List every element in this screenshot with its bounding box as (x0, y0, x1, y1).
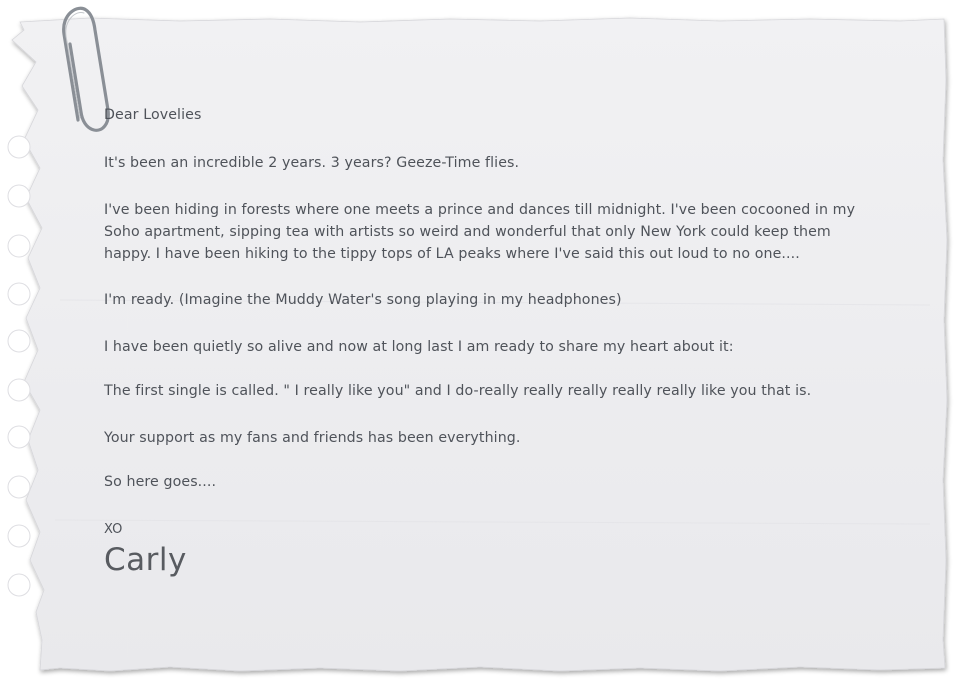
letter-paragraph-line: Soho apartment, sipping tea with artists so weird and wonderful that only New York could keep them (104, 224, 831, 240)
letter-paragraph: I have been quietly so alive and now at long last I am ready to share my heart about it: (104, 339, 734, 355)
letter-paragraph: It's been an incredible 2 years. 3 years? Geeze-Time flies. (104, 155, 520, 171)
letter-paragraph-line: I've been hiding in forests where one meets a prince and dances till midnight. I've been cocooned in my (104, 202, 856, 218)
letter-closing: XO (104, 522, 123, 537)
binding-holes (8, 136, 30, 596)
letter-paragraph: I'm ready. (Imagine the Muddy Water's song playing in my headphones) (104, 292, 622, 308)
letter-paragraph: The first single is called. " I really like you" and I do-really really really really really like you that is. (104, 383, 812, 399)
letter-signature: Carly (104, 542, 187, 578)
letter-paragraph: So here goes.... (104, 474, 217, 490)
letter-paragraph: Your support as my fans and friends has been everything. (104, 430, 521, 446)
letter-paragraph (104, 199, 855, 265)
letter-paragraph-line: happy. I have been hiking to the tippy tops of LA peaks where I've said this out loud to no one.... (104, 246, 800, 262)
letter-greeting: Dear Lovelies (104, 107, 202, 123)
